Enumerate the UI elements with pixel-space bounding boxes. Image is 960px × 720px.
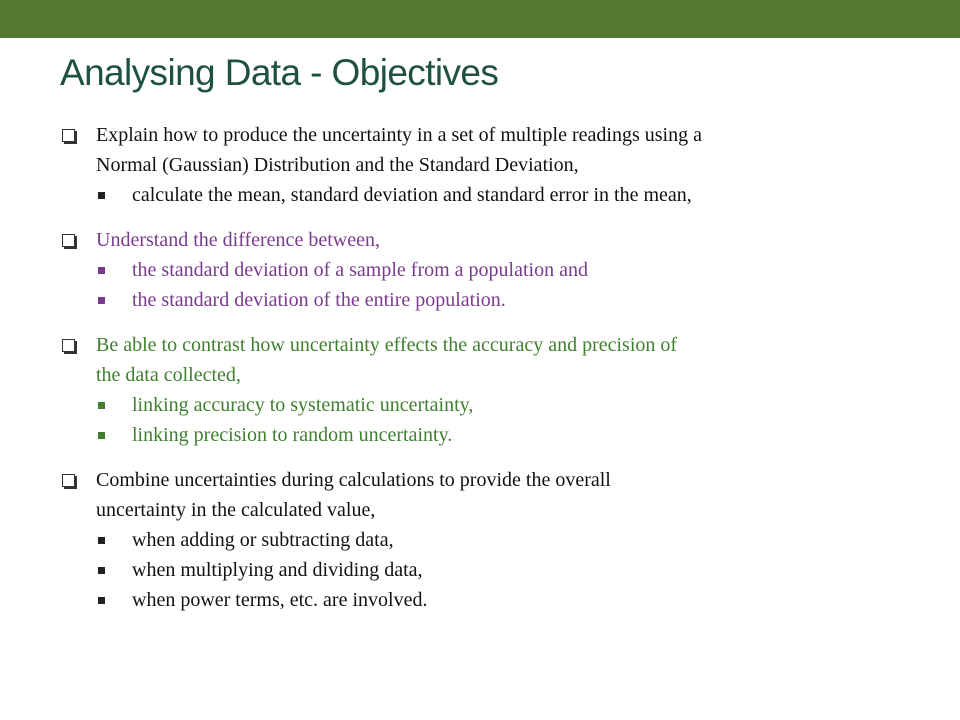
sub-item-text: when multiplying and dividing data, bbox=[132, 559, 423, 581]
sub-item bbox=[62, 255, 922, 285]
objective-3-line-2: the data collected, bbox=[96, 364, 241, 386]
square-bullet-icon bbox=[98, 267, 105, 274]
objective-2 bbox=[62, 225, 922, 315]
sub-item bbox=[62, 285, 922, 315]
sub-item bbox=[62, 390, 922, 420]
square-bullet-icon bbox=[98, 297, 105, 304]
sub-item bbox=[62, 555, 922, 585]
checkbox-bullet-icon bbox=[62, 234, 75, 247]
square-bullet-icon bbox=[98, 567, 105, 574]
sub-item-text: when power terms, etc. are involved. bbox=[132, 589, 428, 611]
objective-4-line-2: uncertainty in the calculated value, bbox=[96, 499, 376, 521]
objective-1 bbox=[62, 120, 922, 210]
checkbox-bullet-icon bbox=[62, 339, 75, 352]
objective-2-text bbox=[62, 225, 922, 255]
objective-2-line-1: Understand the difference between, bbox=[96, 229, 380, 251]
sub-item-text: when adding or subtracting data, bbox=[132, 529, 394, 551]
top-bar bbox=[0, 0, 960, 38]
slide-title: Analysing Data - Objectives bbox=[60, 52, 499, 93]
objective-4-text bbox=[62, 465, 922, 525]
sub-item-text: linking precision to random uncertainty. bbox=[132, 424, 453, 446]
square-bullet-icon bbox=[98, 597, 105, 604]
objective-1-line-1: Explain how to produce the uncertainty in a set of multiple readings using a bbox=[96, 124, 702, 146]
square-bullet-icon bbox=[98, 537, 105, 544]
square-bullet-icon bbox=[98, 192, 105, 199]
objective-3 bbox=[62, 330, 922, 450]
sub-item bbox=[62, 180, 922, 210]
objective-1-text bbox=[62, 120, 922, 180]
sub-item bbox=[62, 525, 922, 555]
sub-item-text: the standard deviation of a sample from a population and bbox=[132, 259, 588, 281]
objective-3-text bbox=[62, 330, 922, 390]
objectives-list bbox=[62, 120, 922, 630]
square-bullet-icon bbox=[98, 432, 105, 439]
checkbox-bullet-icon bbox=[62, 129, 75, 142]
sub-item-text: the standard deviation of the entire population. bbox=[132, 289, 506, 311]
sub-item bbox=[62, 420, 922, 450]
objective-4 bbox=[62, 465, 922, 615]
objective-4-line-1: Combine uncertainties during calculations to provide the overall bbox=[96, 469, 611, 491]
sub-item-text: linking accuracy to systematic uncertainty, bbox=[132, 394, 474, 416]
objective-1-line-2: Normal (Gaussian) Distribution and the Standard Deviation, bbox=[96, 154, 579, 176]
sub-item bbox=[62, 585, 922, 615]
checkbox-bullet-icon bbox=[62, 474, 75, 487]
sub-item-text: calculate the mean, standard deviation and standard error in the mean, bbox=[132, 184, 692, 206]
square-bullet-icon bbox=[98, 402, 105, 409]
objective-3-line-1: Be able to contrast how uncertainty effects the accuracy and precision of bbox=[96, 334, 678, 356]
